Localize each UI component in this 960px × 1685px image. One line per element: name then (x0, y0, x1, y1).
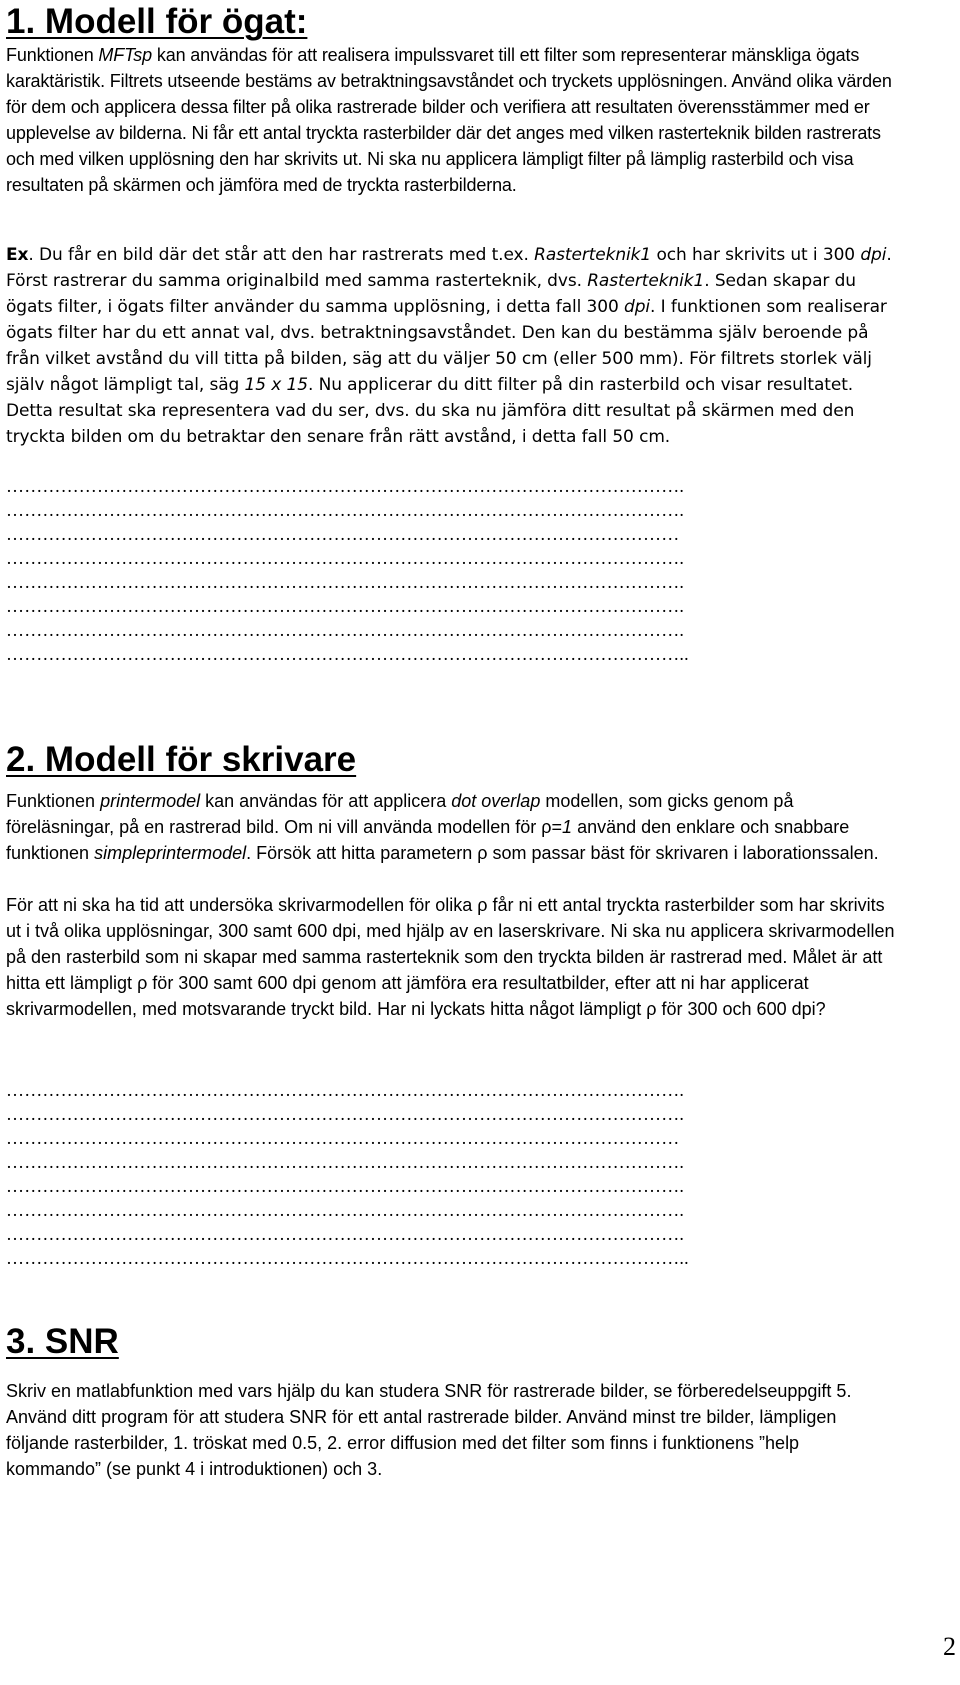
page-number: 2 (943, 1632, 956, 1661)
section1-heading: 1. Modell för ögat: (6, 2, 308, 41)
section2-paragraph-2: För att ni ska ha tid att undersöka skrivarmodellen för olika ρ får ni ett antal tryckta rasterbilder som har skrivits ut i två olika upplösningar, 300 samt 600 dpi, med hjälp av en laserskrivare. Ni ska nu applicera skrivarmodellen på den rasterbild som ni skapar med samma rasterteknik som den tryckta bilden är rastrerad med. Målet är att hitta ett lämpligt ρ för 300 samt 600 dpi genom att jämföra era resultatbilder, efter att ni har applicerat skrivarmodellen, med motsvarande tryckt bild. Har ni lyckats hitta något lämpligt ρ för 300 och 600 dpi? (6, 895, 895, 1019)
section1-answer-lines (6, 474, 898, 666)
section3-heading: 3. SNR (6, 1322, 119, 1361)
section1-example: Ex. Du får en bild där det står att den har rastrerats med t.ex. Rasterteknik1 och har skrivits ut i 300 dpi. Först rastrerar du samma originalbild med samma rasterteknik, dvs. Rasterteknik1. Sedan skapar du ögats filter, i ögats filter använder du samma upplösning, i detta fall 300 dpi. I funktionen som realiserar ögats filter har du ett annat val, dvs. betraktningsavståndet. Den kan du bestämma själv beroende på från vilket avstånd du vill titta på bilden, säg att du väljer 50 cm (eller 500 mm). För filtrets storlek välj själv något lämpligt tal, säg 15 x 15. Nu applicerar du ditt filter på din rasterbild och visar resultatet. Detta resultat ska representera vad du ser, dvs. du ska nu jämföra ditt resultat på skärmen med den tryckta bilden om du betraktar den senare från rätt avstånd, i detta fall 50 cm. (6, 245, 892, 447)
answer-dotted-line: …………………………………………………………………………………………………. (6, 476, 685, 496)
answer-dotted-line: ………………………………………………………………………………………………… (6, 1128, 680, 1148)
answer-dotted-line: …………………………………………………………………………………………………. (6, 1200, 685, 1220)
answer-dotted-line: …………………………………………………………………………………………………. (6, 596, 685, 616)
answer-dotted-line: …………………………………………………………………………………………………. (6, 1224, 685, 1244)
section2-paragraph: Funktionen printermodel kan användas för att applicera dot overlap modellen, som gicks genom på föreläsningar, på en rastrerad bild. Om ni vill använda modellen för ρ=1 använd den enklare och snabbare funktionen simpleprintermodel. Försök att hitta parametern ρ som passar bäst för skrivaren i laborationssalen. (6, 791, 879, 863)
answer-dotted-line: …………………………………………………………………………………………………. (6, 1080, 685, 1100)
answer-dotted-line: ………………………………………………………………………………………………… (6, 524, 680, 544)
answer-dotted-line: ………………………………………………………………………………………………….. (6, 644, 689, 664)
section1-paragraph: Funktionen MFTsp kan användas för att realisera impulssvaret till ett filter som representerar mänskliga ögats karaktäristik. Filtrets utseende bestäms av betraktningsavståndet och tryckets upplösningen. Använd olika värden för dem och applicera dessa filter på olika rastrerade bilder och verifiera att resultaten överensstämmer med er upplevelse av bilderna. Ni får ett antal tryckta rasterbilder där det anges med vilken rasterteknik bilden rastrerats och med vilken upplösning den har skrivits ut. Ni ska nu applicera lämpligt filter på lämplig rasterbild och visa resultaten på skärmen och jämföra med de tryckta rasterbilderna. (6, 45, 892, 195)
answer-dotted-line: …………………………………………………………………………………………………. (6, 1104, 685, 1124)
section2-answer-lines (6, 1078, 898, 1270)
answer-dotted-line: …………………………………………………………………………………………………. (6, 620, 685, 640)
answer-dotted-line: …………………………………………………………………………………………………. (6, 1176, 685, 1196)
section3-paragraph: Skriv en matlabfunktion med vars hjälp du kan studera SNR för rastrerade bilder, se förberedelseuppgift 5. Använd ditt program för att studera SNR för ett antal rastrerade bilder. Använd minst tre bilder, lämpligen följande rasterbilder, 1. tröskat med 0.5, 2. error diffusion med det filter som finns i funktionens ”help kommando” (se punkt 4 i introduktionen) och 3. (6, 1381, 852, 1479)
answer-dotted-line: …………………………………………………………………………………………………. (6, 548, 685, 568)
answer-dotted-line: …………………………………………………………………………………………………. (6, 572, 685, 592)
section2-heading: 2. Modell för skrivare (6, 740, 357, 779)
answer-dotted-line: …………………………………………………………………………………………………. (6, 500, 685, 520)
answer-dotted-line: ………………………………………………………………………………………………….. (6, 1248, 689, 1268)
answer-dotted-line: …………………………………………………………………………………………………. (6, 1152, 685, 1172)
